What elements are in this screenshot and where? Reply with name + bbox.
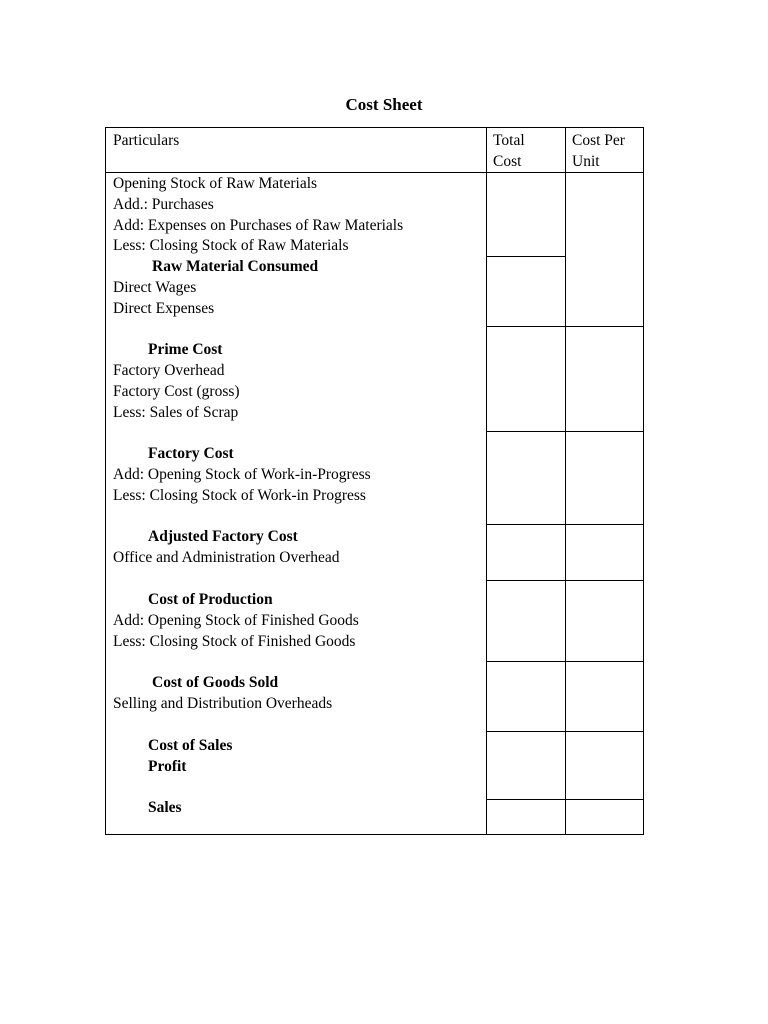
cell-divider <box>486 326 644 327</box>
header-cost-per-unit-line: Cost Per <box>572 132 625 149</box>
subtotal-line: Prime Cost <box>148 341 223 358</box>
subtotal-line: Cost of Production <box>148 591 273 608</box>
subtotal-line: Adjusted Factory Cost <box>148 528 298 545</box>
particular-line: Add: Opening Stock of Finished Goods <box>113 612 359 629</box>
particular-line: Factory Overhead <box>113 362 225 379</box>
cell-divider <box>486 256 565 257</box>
particular-line: Direct Wages <box>113 279 197 296</box>
cost-sheet-table <box>105 127 644 835</box>
particular-line: Factory Cost (gross) <box>113 383 240 400</box>
column-divider <box>565 128 566 834</box>
subtotal-line: Cost of Goods Sold <box>152 674 279 691</box>
particular-line: Less: Closing Stock of Finished Goods <box>113 633 356 650</box>
cell-divider <box>486 731 644 732</box>
column-divider <box>486 128 487 834</box>
particular-line: Direct Expenses <box>113 300 215 317</box>
particular-line: Add.: Purchases <box>113 196 214 213</box>
cell-divider <box>486 431 644 432</box>
cell-divider <box>486 524 644 525</box>
particular-line: Less: Closing Stock of Work-in Progress <box>113 487 366 504</box>
cell-divider <box>486 661 644 662</box>
cell-divider <box>486 580 644 581</box>
particular-line: Add: Expenses on Purchases of Raw Materials <box>113 217 404 234</box>
header-particulars: Particulars <box>113 132 180 149</box>
total-line: Sales <box>148 799 182 816</box>
particular-line: Opening Stock of Raw Materials <box>113 175 318 192</box>
header-total-cost-line: Total <box>493 132 525 149</box>
header-cost-per-unit <box>572 130 625 172</box>
header-total-cost <box>493 130 525 172</box>
particular-line: Less: Closing Stock of Raw Materials <box>113 237 349 254</box>
document-title: Cost Sheet <box>345 95 423 114</box>
subtotal-line: Cost of Sales <box>148 737 233 754</box>
subtotal-line: Factory Cost <box>148 445 234 462</box>
particular-line: Add: Opening Stock of Work-in-Progress <box>113 466 371 483</box>
header-cost-per-unit-line: Unit <box>572 153 600 170</box>
particular-line: Less: Sales of Scrap <box>113 404 239 421</box>
header-total-cost-line: Cost <box>493 153 522 170</box>
subtotal-line: Profit <box>148 758 187 775</box>
subtotal-line: Raw Material Consumed <box>152 258 319 275</box>
particular-line: Selling and Distribution Overheads <box>113 695 333 712</box>
particular-line: Office and Administration Overhead <box>113 549 340 566</box>
cell-divider <box>486 799 644 800</box>
